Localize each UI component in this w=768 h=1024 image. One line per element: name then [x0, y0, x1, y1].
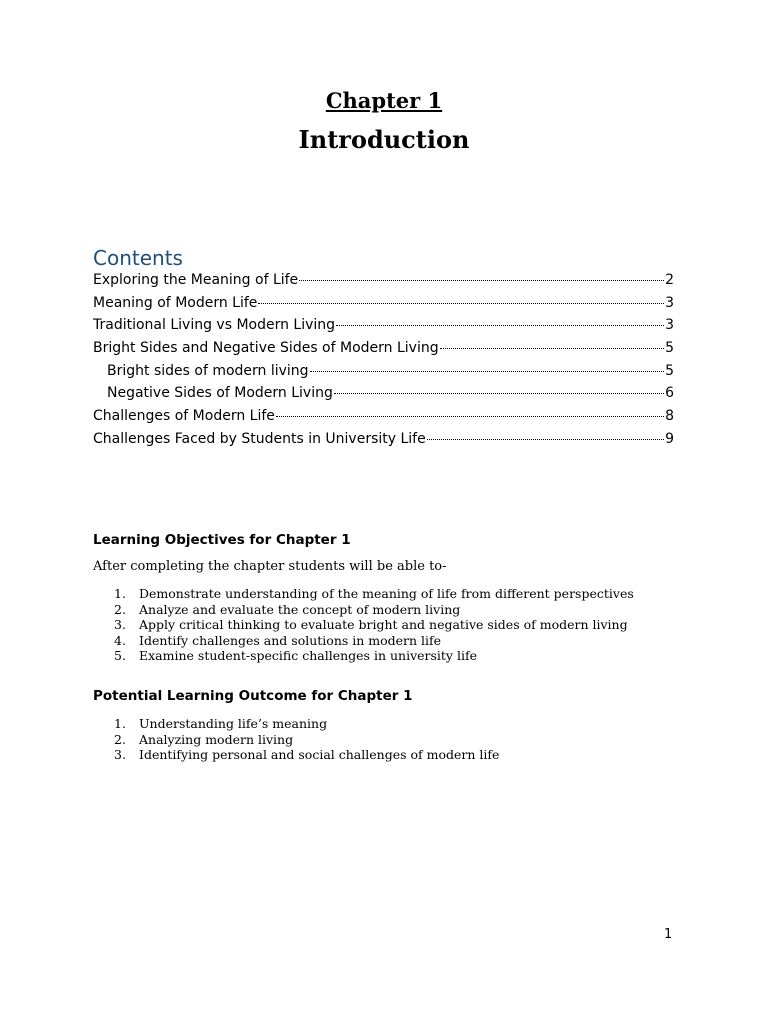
toc-leader-dots	[440, 338, 664, 349]
list-item-text: Apply critical thinking to evaluate bright and negative sides of modern living	[139, 617, 628, 633]
objectives-intro: After completing the chapter students will be able to-	[93, 559, 447, 574]
toc-entry-page: 5	[665, 340, 674, 357]
list-number: 1.	[114, 586, 126, 601]
toc-subentry[interactable]	[93, 361, 674, 384]
toc-leader-dots	[310, 361, 665, 372]
list-number: 3.	[114, 617, 126, 633]
list-item-text: Analyzing modern living	[139, 731, 294, 747]
objectives-list	[114, 586, 634, 664]
toc-entry-page: 6	[665, 385, 674, 402]
contents-heading: Contents	[93, 246, 183, 270]
toc-subentry[interactable]	[93, 383, 674, 406]
list-item-text: Examine student-specific challenges in university life	[139, 648, 477, 664]
list-item-text: Identifying personal and social challenges of modern life	[139, 747, 500, 763]
toc-entry[interactable]	[93, 406, 674, 429]
toc-leader-dots	[276, 406, 664, 417]
outcomes-heading: Potential Learning Outcome for Chapter 1	[93, 688, 413, 704]
list-item-text: Identify challenges and solutions in modern life	[139, 632, 442, 648]
toc-entry-text: Meaning of Modern Life	[93, 294, 258, 311]
list-item	[114, 633, 634, 649]
outcomes-list	[114, 716, 499, 763]
toc-entry-page: 8	[665, 408, 674, 425]
list-item	[114, 716, 499, 732]
list-number: 2.	[114, 731, 126, 747]
toc-leader-dots	[258, 293, 664, 304]
list-item	[114, 602, 634, 618]
table-of-contents	[93, 270, 674, 452]
list-number: 4.	[114, 632, 126, 648]
toc-leader-dots	[299, 270, 664, 281]
list-item	[114, 732, 499, 748]
list-number: 3.	[114, 747, 126, 763]
toc-entry-text: Bright sides of modern living	[107, 362, 309, 379]
list-item-text: Demonstrate understanding of the meaning of life from different perspectives	[139, 586, 634, 601]
toc-entry-page: 5	[665, 362, 674, 379]
list-number: 5.	[114, 648, 126, 664]
toc-entry-text: Exploring the Meaning of Life	[93, 272, 299, 288]
toc-entry[interactable]	[93, 429, 674, 452]
list-item-text: Analyze and evaluate the concept of modern living	[139, 601, 461, 617]
toc-entry-text: Challenges Faced by Students in University Life	[93, 430, 426, 447]
toc-leader-dots	[334, 383, 664, 394]
toc-entry[interactable]	[93, 338, 674, 361]
toc-entry-page: 9	[665, 430, 674, 447]
toc-entry-page: 3	[665, 294, 674, 311]
toc-entry-text: Negative Sides of Modern Living	[107, 385, 333, 402]
list-item	[114, 586, 634, 602]
toc-entry-text: Challenges of Modern Life	[93, 408, 275, 425]
chapter-label: Chapter 1	[325, 88, 443, 113]
chapter-title: Introduction	[298, 125, 470, 154]
list-item-text: Understanding life’s meaning	[139, 716, 328, 731]
objectives-heading: Learning Objectives for Chapter 1	[93, 532, 351, 548]
toc-leader-dots	[336, 315, 664, 326]
list-number: 2.	[114, 601, 126, 617]
list-item	[114, 747, 499, 763]
list-number: 1.	[114, 716, 126, 731]
page-number: 1	[664, 927, 673, 942]
toc-entry[interactable]	[93, 293, 674, 316]
toc-entry[interactable]	[93, 270, 674, 293]
toc-entry-page: 3	[665, 317, 674, 334]
toc-leader-dots	[427, 429, 664, 440]
list-item	[114, 617, 634, 633]
list-item	[114, 648, 634, 664]
toc-entry-page: 2	[665, 272, 674, 288]
toc-entry-text: Bright Sides and Negative Sides of Modern Living	[93, 340, 439, 357]
toc-entry[interactable]	[93, 315, 674, 338]
toc-entry-text: Traditional Living vs Modern Living	[93, 317, 336, 334]
